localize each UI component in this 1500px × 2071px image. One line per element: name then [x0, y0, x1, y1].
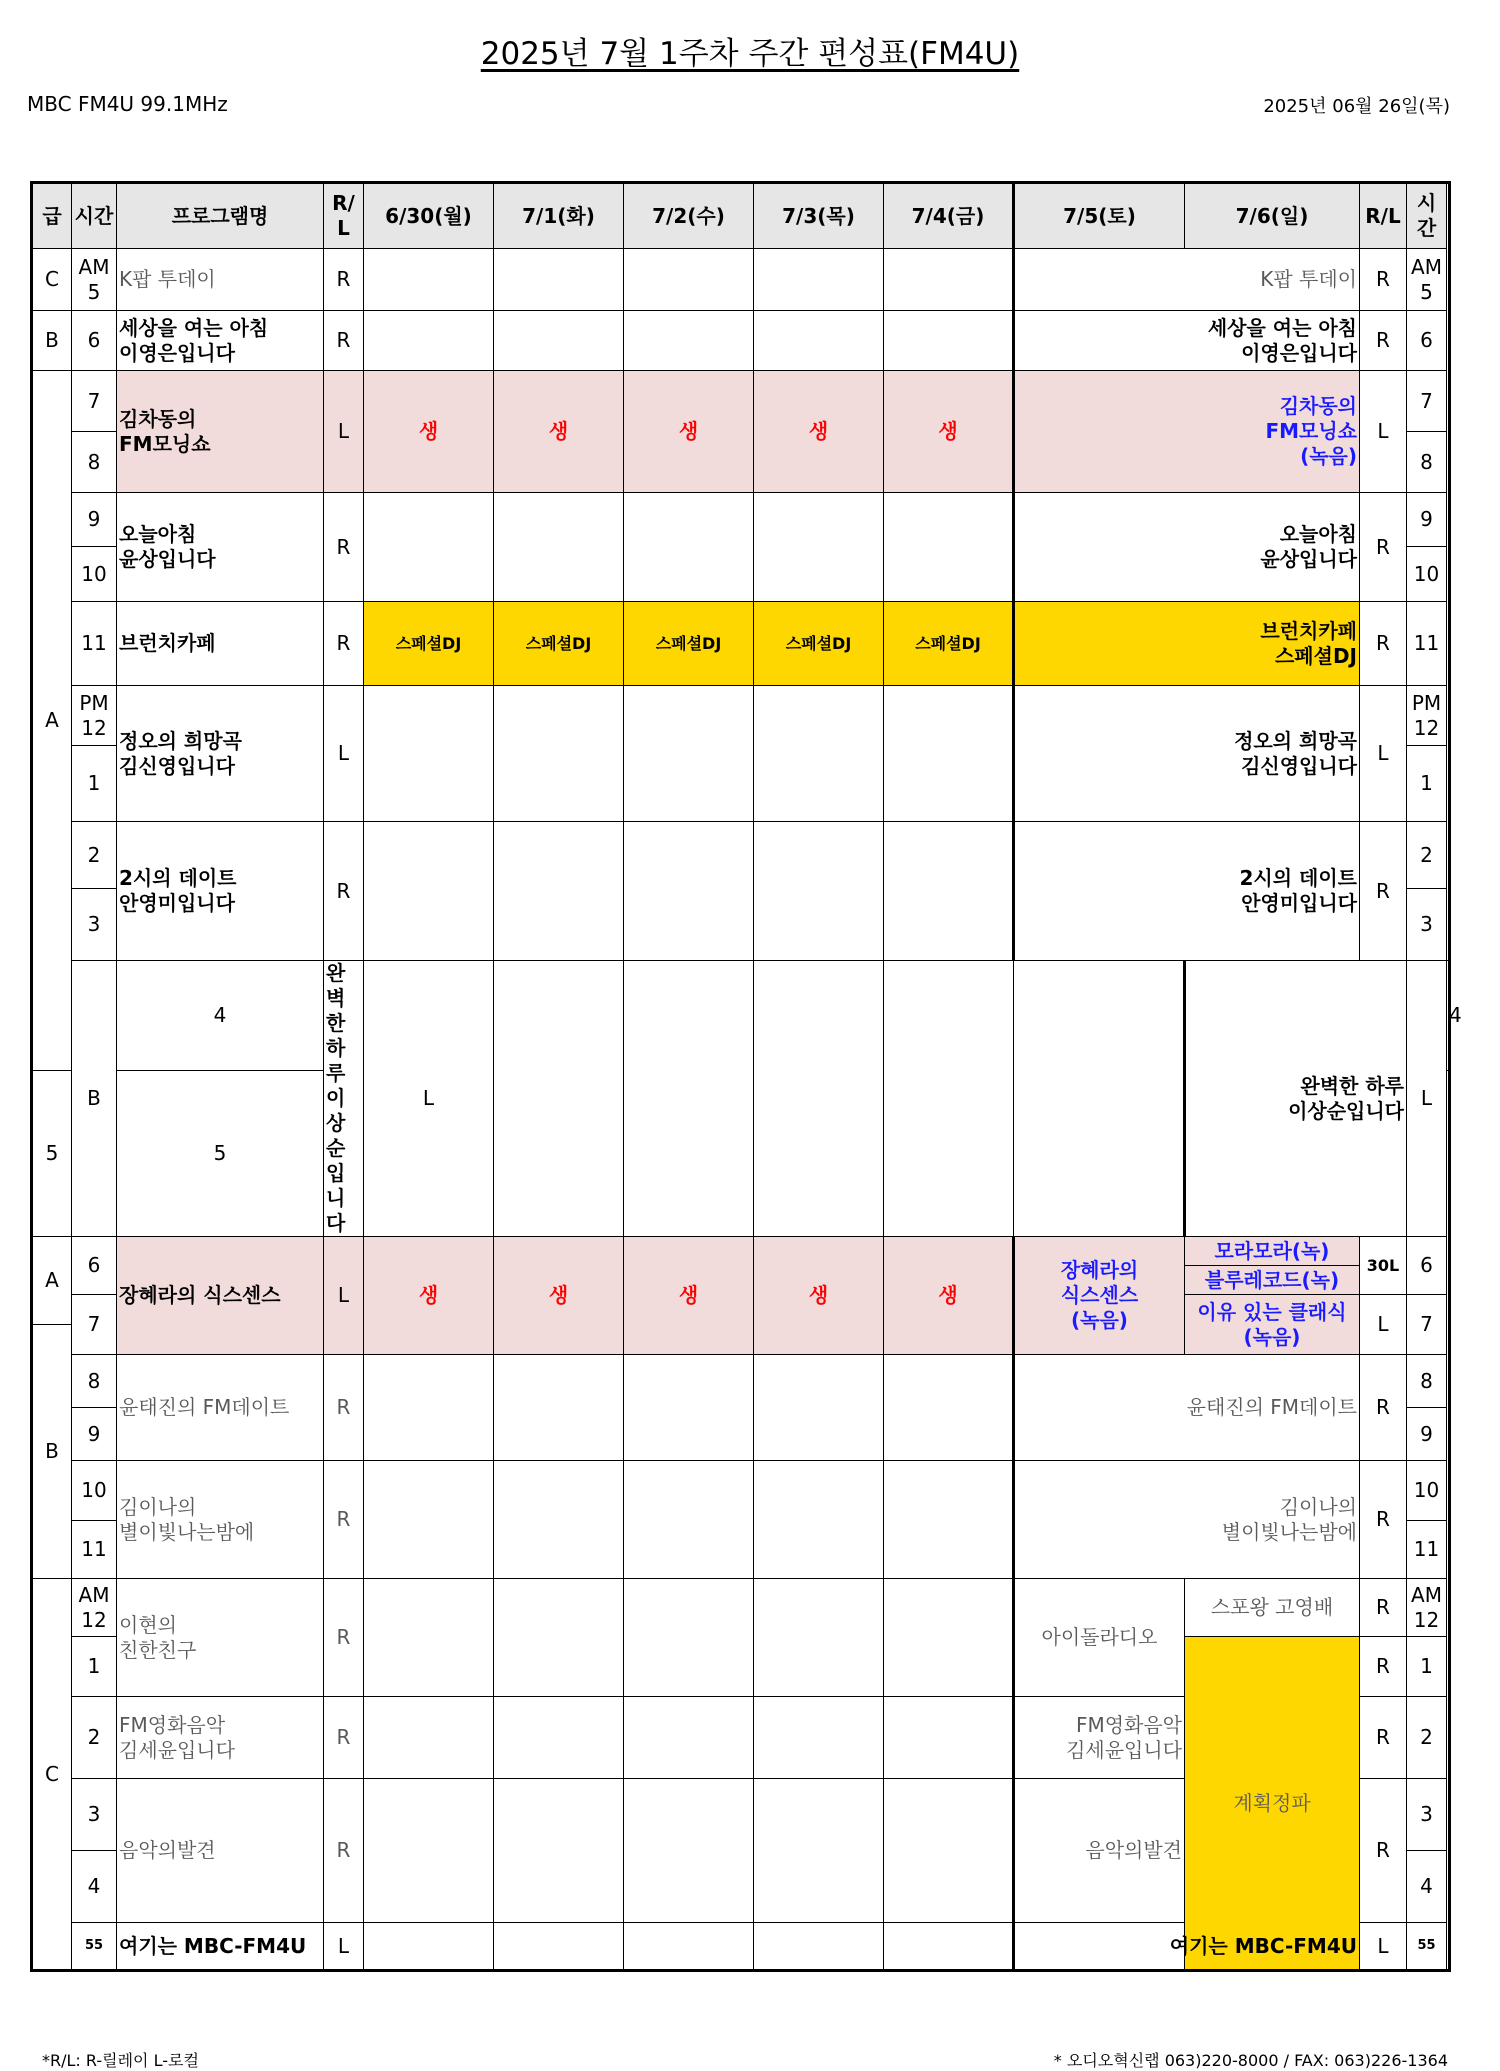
weekend-perfect: 완벽한 하루 이상순입니다	[1185, 961, 1407, 1237]
grade-cell: C	[32, 249, 72, 311]
table-row	[32, 1355, 1450, 1408]
rl-cell: L	[324, 371, 364, 493]
grade-cell: C	[32, 1579, 72, 1971]
time-cell: 11	[1407, 1521, 1447, 1579]
program-noon: 정오의 희망곡 김신영입니다	[117, 686, 324, 822]
rl-cell: R	[324, 311, 364, 371]
time-cell: 4	[1407, 1851, 1447, 1923]
rl-cell: R	[324, 1355, 364, 1461]
col-time: 시간	[72, 183, 117, 249]
time-cell: 6	[1407, 311, 1447, 371]
weekend-kim: 김차동의 FM모닝쇼 (녹음)	[1014, 371, 1360, 493]
rl-cell: L	[364, 961, 494, 1237]
time-cell: 9	[1407, 1408, 1447, 1461]
rl-cell: R	[324, 493, 364, 602]
live-mark: 생	[494, 371, 624, 493]
time-cell: 3	[72, 1779, 117, 1851]
time-cell: 8	[72, 1355, 117, 1408]
time-cell: AM 5	[1407, 249, 1447, 311]
time-cell: 4	[117, 961, 324, 1071]
weekend-idol: 아이돌라디오	[1014, 1579, 1185, 1697]
time-cell: 8	[1407, 1355, 1447, 1408]
weekend-date2: 2시의 데이트 안영미입니다	[1014, 822, 1360, 961]
rl-cell: R	[324, 1697, 364, 1779]
rl-cell: R	[324, 602, 364, 686]
live-mark: 생	[884, 1237, 1014, 1355]
grade-cell: B	[72, 961, 117, 1237]
time-cell: 10	[72, 547, 117, 602]
program-movie: FM영화음악 김세윤입니다	[117, 1697, 324, 1779]
weekend-today: 오늘아침 윤상입니다	[1014, 493, 1360, 602]
program-mora: 모라모라(녹)	[1185, 1237, 1360, 1266]
program-classic: 이유 있는 클래식 (녹음)	[1185, 1295, 1360, 1355]
live-mark: 생	[624, 1237, 754, 1355]
time-cell: 6	[1407, 1237, 1447, 1295]
time-cell: AM 12	[1407, 1579, 1447, 1637]
program-perfect: 완벽한 하루 이상순입니다	[324, 961, 364, 1237]
time-cell: 1	[1407, 1637, 1447, 1697]
time-cell: 8	[72, 432, 117, 493]
table-row	[32, 371, 1450, 432]
program-blue-record: 블루레코드(녹)	[1185, 1266, 1360, 1295]
time-cell: 55	[1407, 1923, 1447, 1971]
program-six: 장혜라의 식스센스	[117, 1237, 324, 1355]
program-morning: 세상을 여는 아침 이영은입니다	[117, 311, 324, 371]
rl-cell: R	[1360, 1355, 1407, 1461]
time-cell: 3	[1407, 1779, 1447, 1851]
table-row	[32, 249, 1450, 311]
table-row	[32, 1237, 1450, 1266]
live-mark: 생	[364, 371, 494, 493]
time-cell: 10	[1407, 547, 1447, 602]
time-cell: 2	[72, 822, 117, 889]
weekend-kpop: K팝 투데이	[1014, 249, 1360, 311]
table-row	[32, 1461, 1450, 1521]
program-kpop: K팝 투데이	[117, 249, 324, 311]
program-kim: 김차동의 FM모닝쇼	[117, 371, 324, 493]
time-cell: 10	[72, 1461, 117, 1521]
time-cell: PM 12	[1407, 686, 1447, 746]
time-cell: 55	[72, 1923, 117, 1971]
issue-date: 2025년 06월 26일(목)	[1263, 96, 1450, 117]
grade-cell: B	[32, 311, 72, 371]
rl-cell: R	[1360, 311, 1407, 371]
station-info: MBC FM4U 99.1MHz	[27, 92, 228, 116]
rl-cell: L	[1360, 1295, 1407, 1355]
time-cell: AM 5	[72, 249, 117, 311]
program-today: 오늘아침 윤상입니다	[117, 493, 324, 602]
page-title: 2025년 7월 1주차 주간 편성표(FM4U)	[480, 36, 1020, 72]
col-fri: 7/4(금)	[884, 183, 1014, 249]
rl-cell: R	[324, 822, 364, 961]
grade-cell: A	[32, 371, 72, 1071]
rl-cell: L	[1360, 1923, 1407, 1971]
time-cell: 3	[1407, 889, 1447, 961]
time-cell: 6	[72, 1237, 117, 1295]
col-rl: R/ L	[324, 183, 364, 249]
time-cell: 3	[72, 889, 117, 961]
rl-cell: R	[324, 1579, 364, 1697]
time-cell: 11	[72, 602, 117, 686]
rl-cell: R	[1360, 602, 1407, 686]
time-cell: 5	[32, 1071, 72, 1237]
table-row	[32, 822, 1450, 889]
special-dj: 스페셜DJ	[624, 602, 754, 686]
live-mark: 생	[364, 1237, 494, 1355]
weekend-noon: 정오의 희망곡 김신영입니다	[1014, 686, 1360, 822]
col-sun: 7/6(일)	[1185, 183, 1360, 249]
rl-cell: R	[1360, 493, 1407, 602]
special-dj: 스페셜DJ	[364, 602, 494, 686]
rl-cell: R	[1360, 1461, 1407, 1579]
special-dj: 스페셜DJ	[754, 602, 884, 686]
col-time-right: 시 간	[1407, 183, 1447, 249]
rl-cell: R	[324, 1779, 364, 1923]
contact-note: * 오디오혁신랩 063)220-8000 / FAX: 063)226-1364	[1053, 2051, 1448, 2070]
time-cell: 7	[1407, 1295, 1447, 1355]
col-rl-right: R/L	[1360, 183, 1407, 249]
rl-cell: R	[1360, 1697, 1407, 1779]
program-music: 음악의발견	[117, 1779, 324, 1923]
rl-cell: L	[1407, 961, 1447, 1237]
time-cell: 4	[72, 1851, 117, 1923]
live-mark: 생	[754, 371, 884, 493]
rl-cell: R	[324, 1461, 364, 1579]
table-row	[32, 1923, 1450, 1971]
rl-cell: L	[1360, 371, 1407, 493]
program-brunch: 브런치카페	[117, 602, 324, 686]
time-cell: 1	[72, 1637, 117, 1697]
time-cell: 7	[72, 1295, 117, 1355]
rl-cell: L	[1360, 686, 1407, 822]
table-row	[32, 493, 1450, 547]
time-cell: 11	[72, 1521, 117, 1579]
schedule-table	[30, 181, 1462, 1972]
rl-cell: R	[1360, 822, 1407, 961]
time-cell: 11	[1407, 602, 1447, 686]
weekend-movie: FM영화음악 김세윤입니다	[1014, 1697, 1185, 1779]
special-dj: 스페셜DJ	[884, 602, 1014, 686]
grade-cell: A	[32, 1237, 72, 1325]
table-row	[32, 961, 1450, 1071]
time-cell: 10	[1407, 1461, 1447, 1521]
time-cell: 7	[72, 371, 117, 432]
rl-cell: L	[324, 1923, 364, 1971]
rl-cell: R	[1360, 1579, 1407, 1637]
special-dj: 스페셜DJ	[494, 602, 624, 686]
weekend-brunch: 브런치카페 스페셜DJ	[1014, 602, 1360, 686]
time-cell: 1	[72, 746, 117, 822]
col-thu: 7/3(목)	[754, 183, 884, 249]
program-date2: 2시의 데이트 안영미입니다	[117, 822, 324, 961]
rl-cell: L	[324, 686, 364, 822]
col-tue: 7/1(화)	[494, 183, 624, 249]
time-cell: 7	[1407, 371, 1447, 432]
col-wed: 7/2(수)	[624, 183, 754, 249]
time-cell: 6	[72, 311, 117, 371]
weekend-six: 장혜라의 식스센스 (녹음)	[1014, 1237, 1185, 1355]
program-lee: 이현의 친한친구	[117, 1579, 324, 1697]
time-cell: 2	[1407, 1697, 1447, 1779]
live-mark: 생	[624, 371, 754, 493]
col-grade: 급	[32, 183, 72, 249]
live-mark: 생	[754, 1237, 884, 1355]
time-cell: AM 12	[72, 1579, 117, 1637]
time-cell: 8	[1407, 432, 1447, 493]
rl-cell: R	[1360, 249, 1407, 311]
program-yoon: 윤태진의 FM데이트	[117, 1355, 324, 1461]
rl-cell: R	[1360, 1779, 1407, 1923]
legend-note: *R/L: R-릴레이 L-로컬	[42, 2051, 199, 2070]
time-cell: 2	[72, 1697, 117, 1779]
live-mark: 생	[494, 1237, 624, 1355]
table-row	[32, 1579, 1450, 1637]
col-program: 프로그램명	[117, 183, 324, 249]
time-cell: 4	[1447, 961, 1450, 1071]
program-star: 김이나의 별이빛나는밤에	[117, 1461, 324, 1579]
col-sat: 7/5(토)	[1014, 183, 1185, 249]
time-cell: 9	[72, 493, 117, 547]
grade-cell: B	[32, 1325, 72, 1579]
time-cell: 9	[72, 1408, 117, 1461]
time-cell: 5	[117, 1071, 324, 1237]
program-plan: 계획정파	[1185, 1637, 1360, 1971]
table-row	[32, 686, 1450, 746]
header-row	[32, 183, 1450, 249]
weekend-morning: 세상을 여는 아침 이영은입니다	[1014, 311, 1360, 371]
time-cell: 9	[1407, 493, 1447, 547]
program-here: 여기는 MBC-FM4U	[117, 1923, 324, 1971]
time-cell: PM 12	[72, 686, 117, 746]
rl-cell: R	[324, 249, 364, 311]
program-sports: 스포왕 고영배	[1185, 1579, 1360, 1637]
weekend-star: 김이나의 별이빛나는밤에	[1014, 1461, 1360, 1579]
time-cell: 2	[1407, 822, 1447, 889]
rl-cell: L	[324, 1237, 364, 1355]
weekend-yoon: 윤태진의 FM데이트	[1014, 1355, 1360, 1461]
table-row	[32, 311, 1450, 371]
live-mark: 생	[884, 371, 1014, 493]
table-row	[32, 602, 1450, 686]
weekend-music: 음악의발견	[1014, 1779, 1185, 1923]
rl-cell: R	[1360, 1637, 1407, 1697]
weekend-here: 여기는 MBC-FM4U	[1014, 1923, 1360, 1971]
time-cell: 1	[1407, 746, 1447, 822]
col-mon: 6/30(월)	[364, 183, 494, 249]
rl-cell: 30L	[1360, 1237, 1407, 1295]
